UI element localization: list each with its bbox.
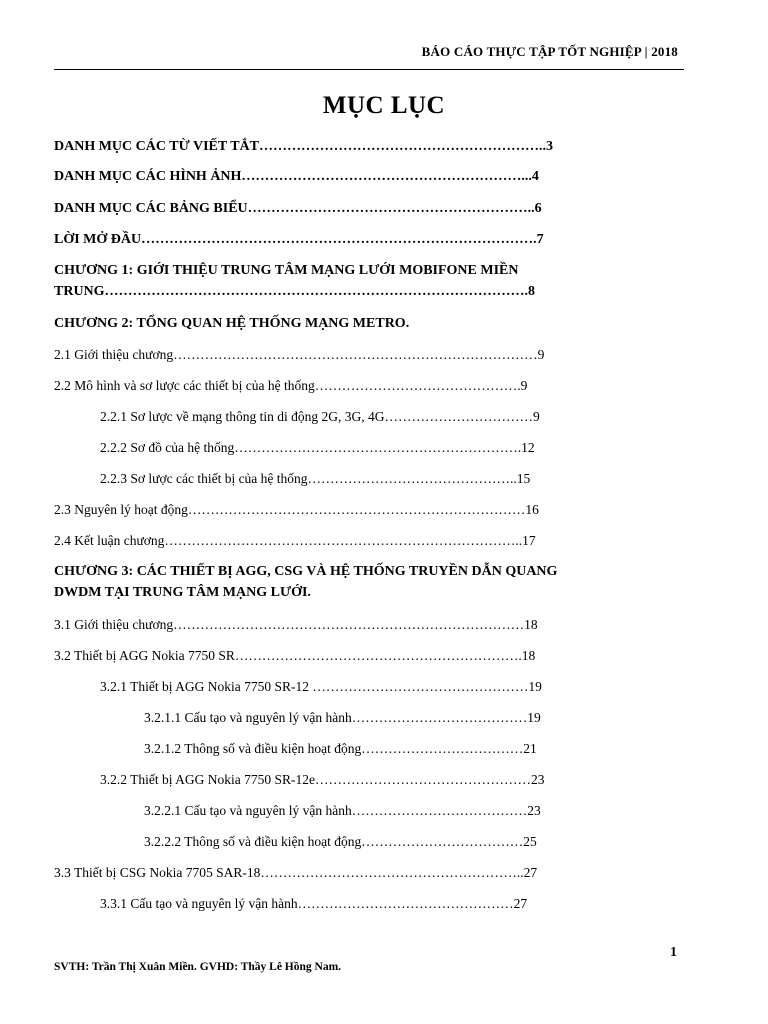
running-header: BÁO CÁO THỰC TẬP TỐT NGHIỆP | 2018 bbox=[421, 44, 678, 59]
toc-entry-chapter-3[interactable] bbox=[54, 561, 684, 603]
toc-entry-line: CHƯƠNG 3: CÁC THIẾT BỊ AGG, CSG VÀ HỆ THỐNG TRUYỀN DẪN QUANG bbox=[54, 564, 558, 579]
toc-entry-abbreviations[interactable]: DANH MỤC CÁC TỪ VIẾT TẮT……………………………………………………..3 bbox=[54, 139, 553, 154]
toc-entry-3-2-2-2[interactable]: 3.2.2.2 Thông số và điều kiện hoạt động………………………………25 bbox=[144, 834, 537, 849]
toc-entry-3-2[interactable]: 3.2 Thiết bị AGG Nokia 7750 SR……………………………………………………….18 bbox=[54, 648, 536, 663]
toc-entry-2-2-2[interactable]: 2.2.2 Sơ đồ của hệ thống……………………………………………………….12 bbox=[100, 440, 535, 455]
toc-entry-3-2-1-1[interactable]: 3.2.1.1 Cấu tạo và nguyên lý vận hành…………………………………19 bbox=[144, 710, 541, 725]
toc-entry-3-2-2-1[interactable]: 3.2.2.1 Cấu tạo và nguyên lý vận hành…………………………………23 bbox=[144, 803, 541, 818]
toc-entry-tables[interactable]: DANH MỤC CÁC BẢNG BIỂU……………………………………………………..6 bbox=[54, 201, 542, 216]
toc-entry-3-1[interactable]: 3.1 Giới thiệu chương……………………………………………………………………18 bbox=[54, 617, 538, 632]
toc-entry-3-3-1[interactable]: 3.3.1 Cấu tạo và nguyên lý vận hành…………………………………………27 bbox=[100, 896, 528, 911]
toc-entry-3-2-2[interactable]: 3.2.2 Thiết bị AGG Nokia 7750 SR-12e…………………………………………23 bbox=[100, 772, 545, 787]
toc-entry-3-3[interactable]: 3.3 Thiết bị CSG Nokia 7705 SAR-18…………………………………………………..27 bbox=[54, 865, 538, 880]
toc-entry-line: CHƯƠNG 1: GIỚI THIỆU TRUNG TÂM MẠNG LƯỚI MOBIFONE MIỀN bbox=[54, 263, 519, 278]
toc-entry-figures[interactable]: DANH MỤC CÁC HÌNH ẢNH……………………………………………………...4 bbox=[54, 169, 539, 184]
toc-entry-2-2-3[interactable]: 2.2.3 Sơ lược các thiết bị của hệ thống………………………………………..15 bbox=[100, 471, 531, 486]
toc-entry-2-4[interactable]: 2.4 Kết luận chương……………………………………………………………………..17 bbox=[54, 533, 536, 548]
toc-entry-preface[interactable]: LỜI MỞ ĐẦU………………………………………………………………………….7 bbox=[54, 232, 544, 247]
toc-entry-chapter-2[interactable]: CHƯƠNG 2: TỔNG QUAN HỆ THỐNG MẠNG METRO. bbox=[54, 316, 410, 331]
page-number: 1 bbox=[670, 945, 677, 960]
page-title: MỤC LỤC bbox=[322, 92, 446, 119]
toc-entry-3-2-1[interactable]: 3.2.1 Thiết bị AGG Nokia 7750 SR-12 …………………………………………19 bbox=[100, 679, 542, 694]
toc-entry-2-2[interactable]: 2.2 Mô hình và sơ lược các thiết bị của hệ thống……………………………………….9 bbox=[54, 378, 528, 393]
toc-entry-line: DWDM TẠI TRUNG TÂM MẠNG LƯỚI. bbox=[54, 585, 311, 600]
toc-entry-2-3[interactable]: 2.3 Nguyên lý hoạt động…………………………………………………………………16 bbox=[54, 502, 539, 517]
toc-entry-chapter-1[interactable] bbox=[54, 260, 684, 302]
toc-entry-2-1[interactable]: 2.1 Giới thiệu chương………………………………………………………………………9 bbox=[54, 347, 545, 362]
footer-author-info: SVTH: Trần Thị Xuân Miền. GVHD: Thầy Lê Hồng Nam. bbox=[54, 961, 342, 973]
toc-entry-3-2-1-2[interactable]: 3.2.1.2 Thông số và điều kiện hoạt động………………………………21 bbox=[144, 741, 537, 756]
toc-entry-line: TRUNG……………………………………………………………………………….8 bbox=[54, 284, 536, 299]
header-divider bbox=[54, 69, 684, 70]
toc-entry-2-2-1[interactable]: 2.2.1 Sơ lược về mạng thông tin di động 2G, 3G, 4G……………………………9 bbox=[100, 409, 540, 424]
